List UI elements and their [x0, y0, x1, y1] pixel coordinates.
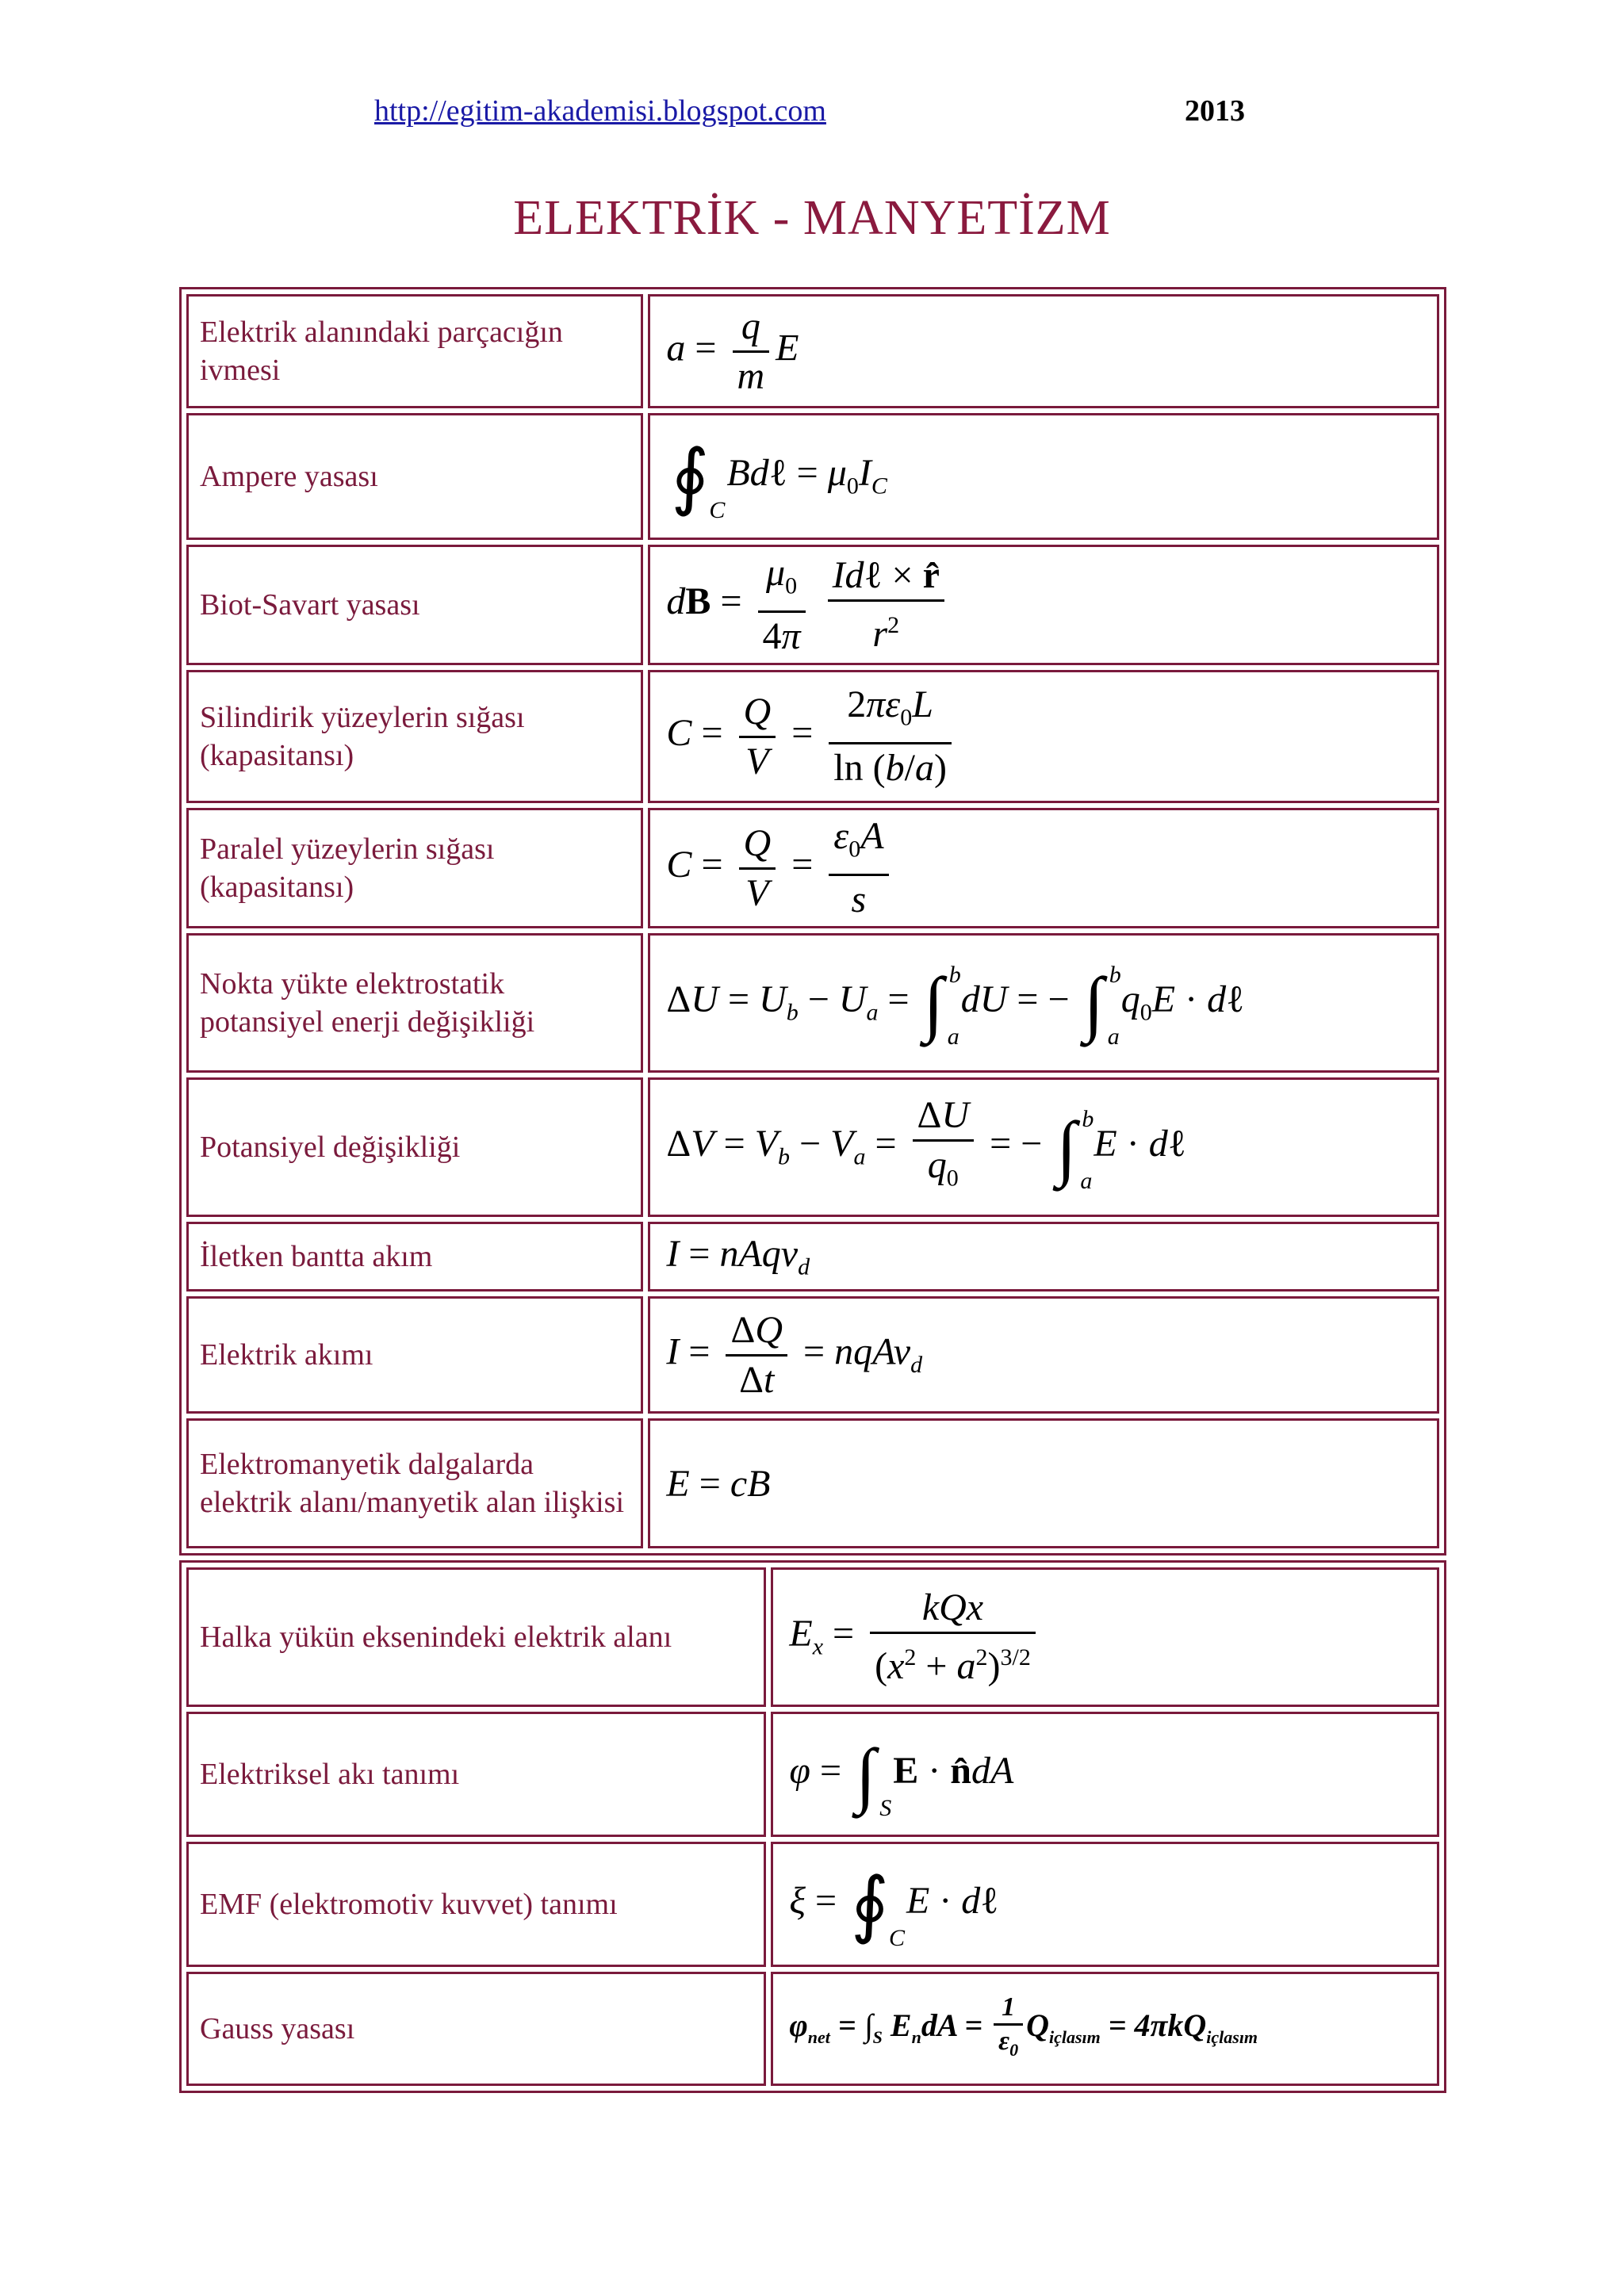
- table-row: [186, 1972, 1439, 2086]
- row-label: Biot-Savart yasası: [186, 545, 643, 665]
- row-label: EMF (elektromotiv kuvvet) tanımı: [186, 1842, 766, 1967]
- row-label: Elektromanyetik dalgalarda elektrik alanı/manyetik alan ilişkisi: [186, 1418, 643, 1548]
- row-label: Nokta yükte elektrostatik potansiyel enerji değişikliği: [186, 933, 643, 1073]
- table-row: [186, 1842, 1439, 1967]
- formula: C = $\frac{Q}{V}$ = $\frac{\varepsilon_0A}{s}$: [648, 808, 1439, 928]
- formula: $\Delta U = U_b - U_a$ = ∫ b a dU = − ∫ b a $q_0E$ · dℓ: [648, 933, 1439, 1073]
- table-row: [186, 808, 1439, 928]
- formula: $E_x$ = $\frac{\text{kQx}}{(x^2 + a^2)^{3/2}}$: [771, 1567, 1439, 1707]
- row-label: Elektrik akımı: [186, 1296, 643, 1414]
- formula-table-1: [179, 287, 1446, 1556]
- formula: I = nAqv$_d$: [648, 1222, 1439, 1292]
- row-label: Ampere yasası: [186, 413, 643, 540]
- table-row: [186, 413, 1439, 540]
- formula: $\varphi_{net} = \int_S$ $E_ndA$ = $\frac{1}{\varepsilon_0}$ $Q_{içlasım} = 4\pi kQ_{içlasım}$: [771, 1972, 1439, 2086]
- formula: dB = $\frac{\mu_0}{4\pi}$ $\frac{\text{Idℓ × r̂}}{r^2}$: [648, 545, 1439, 665]
- row-label: Silindirik yüzeylerin sığası (kapasitansı): [186, 670, 643, 803]
- page-title: ELEKTRİK - MANYETİZM: [513, 191, 1111, 245]
- row-label: Paralel yüzeylerin sığası (kapasitansı): [186, 808, 643, 928]
- row-label: Potansiyel değişikliği: [186, 1077, 643, 1217]
- table-row: [186, 1296, 1439, 1414]
- formula: E = cB: [648, 1418, 1439, 1548]
- formula: ξ = ∮ C E · dℓ: [771, 1842, 1439, 1967]
- table-row: [186, 294, 1439, 408]
- formula: $\Delta V = V_b - V_a$ = $\frac{\Delta U}{q_0}$ = − ∫ b a E · dℓ: [648, 1077, 1439, 1217]
- formula: ∮ C Bdℓ = $\mu_0I_C$: [648, 413, 1439, 540]
- row-label: Elektriksel akı tanımı: [186, 1712, 766, 1837]
- header-year: 2013: [1185, 94, 1245, 128]
- row-label: Halka yükün eksenindeki elektrik alanı: [186, 1567, 766, 1707]
- row-label: İletken bantta akım: [186, 1222, 643, 1292]
- formula: C = $\frac{Q}{V}$ = $\frac{2\pi\varepsilon_0L}{\ln (b/a)}$: [648, 670, 1439, 803]
- table-row: [186, 1077, 1439, 1217]
- table-row: [186, 545, 1439, 665]
- row-label: Elektrik alanındaki parçacığın ivmesi: [186, 294, 643, 408]
- header-url-link[interactable]: http://egitim-akademisi.blogspot.com: [374, 94, 826, 128]
- table-row: [186, 933, 1439, 1073]
- table-row: [186, 1222, 1439, 1292]
- table-row: [186, 670, 1439, 803]
- table-row: [186, 1418, 1439, 1548]
- table-row: [186, 1567, 1439, 1707]
- formula-table-2: [179, 1560, 1446, 2093]
- formula: I = $\frac{\Delta Q}{\Delta t}$ = nqAv$_d$: [648, 1296, 1439, 1414]
- formula: a = $\frac{q}{m}$ E: [648, 294, 1439, 408]
- formula: φ = ∫ S E · n̂dA: [771, 1712, 1439, 1837]
- row-label: Gauss yasası: [186, 1972, 766, 2086]
- table-row: [186, 1712, 1439, 1837]
